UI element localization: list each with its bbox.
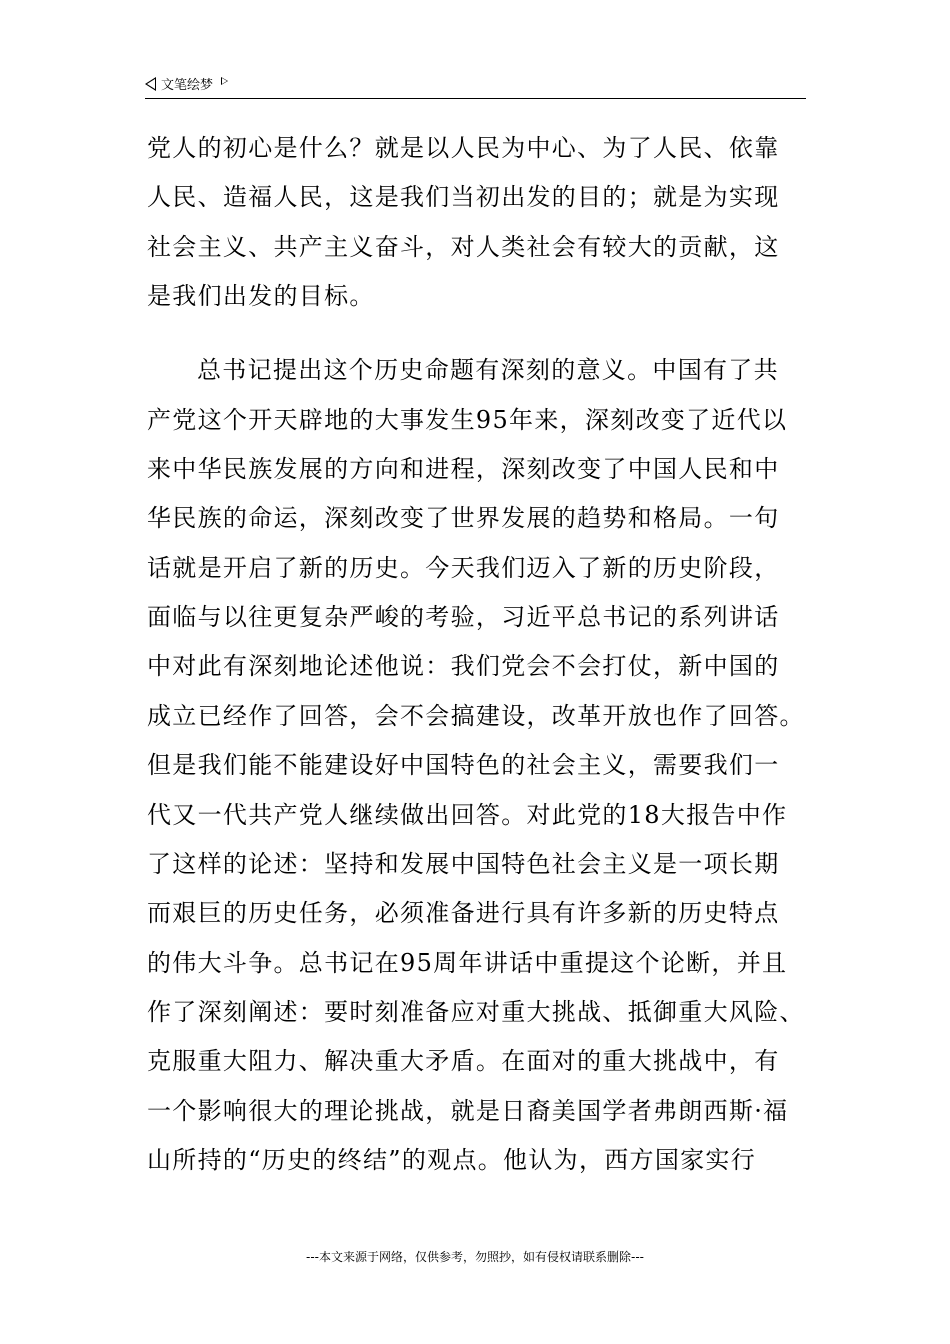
text-line: 社会主义、共产主义奋斗，对人类社会有较大的贡献，这 xyxy=(147,233,780,261)
text-line: 一个影响很大的理论挑战，就是日裔美国学者弗朗西斯·福 xyxy=(147,1097,789,1125)
text-line: 总书记提出这个历史命题有深刻的意义。中国有了共 xyxy=(197,356,779,384)
text-line: 中对此有深刻地论述他说：我们党会不会打仗，新中国的 xyxy=(147,652,780,680)
page-footer: ---本文来源于网络，仅供参考，勿照抄，如有侵权请联系删除--- xyxy=(306,1250,644,1264)
header-brand xyxy=(145,74,228,93)
text-line: 成立已经作了回答，会不会搞建设，改革开放也作了回答。 xyxy=(147,702,805,730)
text-line: 党人的初心是什么？就是以人民为中心、为了人民、依靠 xyxy=(147,134,780,162)
text-line: 但是我们能不能建设好中国特色的社会主义，需要我们一 xyxy=(147,751,780,779)
text-line: 来中华民族发展的方向和进程，深刻改变了中国人民和中 xyxy=(147,455,780,483)
text-line: 了这样的论述：坚持和发展中国特色社会主义是一项长期 xyxy=(147,850,780,878)
text-line: 代又一代共产党人继续做出回答。对此党的18大报告中作 xyxy=(147,801,788,829)
text-line: 而艰巨的历史任务，必须准备进行具有许多新的历史特点 xyxy=(147,899,780,927)
text-line: 华民族的命运，深刻改变了世界发展的趋势和格局。一句 xyxy=(147,504,780,532)
text-line: 克服重大阻力、解决重大矛盾。在面对的重大挑战中，有 xyxy=(147,1047,780,1075)
text-line: 人民、造福人民，这是我们当初出发的目的；就是为实现 xyxy=(147,183,780,211)
page-header xyxy=(145,72,806,99)
text-line: 话就是开启了新的历史。今天我们迈入了新的历史阶段， xyxy=(147,554,780,582)
text-line: 的伟大斗争。总书记在95周年讲话中重提这个论断，并且 xyxy=(147,949,788,977)
triangle-right-icon xyxy=(221,77,228,85)
triangle-left-icon xyxy=(145,77,156,91)
text-line: 面临与以往更复杂严峻的考验，习近平总书记的系列讲话 xyxy=(147,603,780,631)
text-line: 产党这个开天辟地的大事发生95年来，深刻改变了近代以 xyxy=(147,406,788,434)
text-line: 山所持的“历史的终结”的观点。他认为，西方国家实行 xyxy=(147,1146,757,1174)
header-title: 文笔绘梦 xyxy=(161,78,214,93)
text-line: 作了深刻阐述：要时刻准备应对重大挑战、抵御重大风险、 xyxy=(147,998,805,1026)
text-line: 是我们出发的目标。 xyxy=(147,282,375,310)
